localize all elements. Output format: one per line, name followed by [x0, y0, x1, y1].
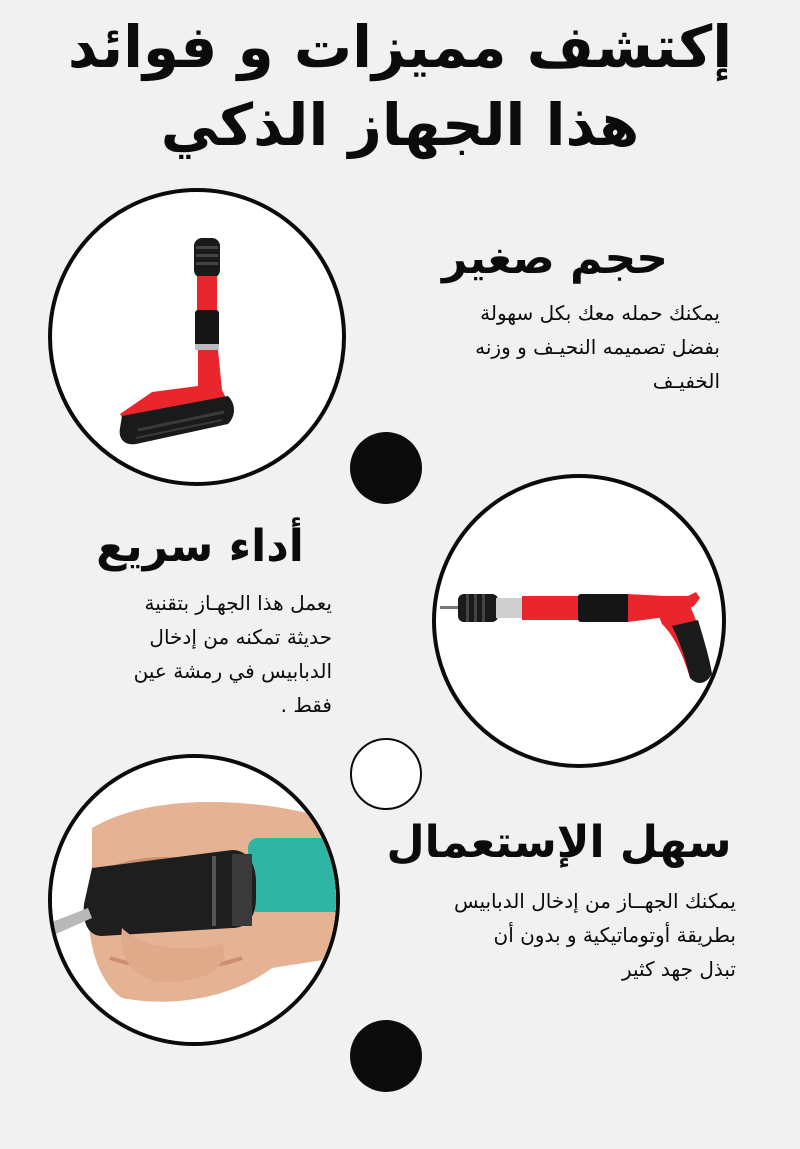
- feature-2-description: [40, 586, 332, 722]
- red-nail-gun-vertical-image: [52, 192, 342, 482]
- feature-1-line-2: بفضل تصميمه النحيـف و وزنه: [475, 335, 720, 359]
- feature-3-description: [370, 884, 736, 986]
- feature-1-line-1: يمكنك حمله معك بكل سهولة: [480, 301, 720, 325]
- feature-2-image-circle: [432, 474, 726, 768]
- feature-2-heading: أداء سريع: [96, 521, 304, 572]
- timeline-dot-1: [350, 432, 422, 504]
- feature-2-line-1: يعمل هذا الجهـاز بتقنية: [144, 591, 332, 615]
- feature-3-heading: سهل الإستعمال: [386, 817, 732, 868]
- feature-2-line-4: فقط .: [280, 693, 332, 717]
- timeline-dot-2: [350, 738, 422, 810]
- feature-3-image-circle: [48, 754, 340, 1046]
- red-nail-gun-horizontal-image: [436, 478, 722, 764]
- feature-1-line-3: الخفيـف: [652, 369, 720, 393]
- feature-1-heading: حجم صغير: [442, 233, 668, 284]
- feature-2-line-3: الدبابيس في رمشة عين: [133, 659, 332, 683]
- feature-3-line-3: تبذل جهد كثير: [621, 957, 736, 981]
- title-line-1: إكتشف مميزات و فوائد: [67, 13, 733, 81]
- feature-1-description: [380, 296, 720, 398]
- title-line-2: هذا الجهاز الذكي: [160, 91, 640, 159]
- feature-1-image-circle: [48, 188, 346, 486]
- hand-holding-nail-gun-image: [52, 758, 336, 1042]
- feature-3-line-2: بطريقة أوتوماتيكية و بدون أن: [493, 923, 736, 947]
- timeline-dot-3: [350, 1020, 422, 1092]
- feature-2-line-2: حديثة تمكنه من إدخال: [149, 625, 332, 649]
- page-title: [0, 8, 800, 164]
- feature-3-line-1: يمكنك الجهــاز من إدخال الدبابيس: [453, 889, 736, 913]
